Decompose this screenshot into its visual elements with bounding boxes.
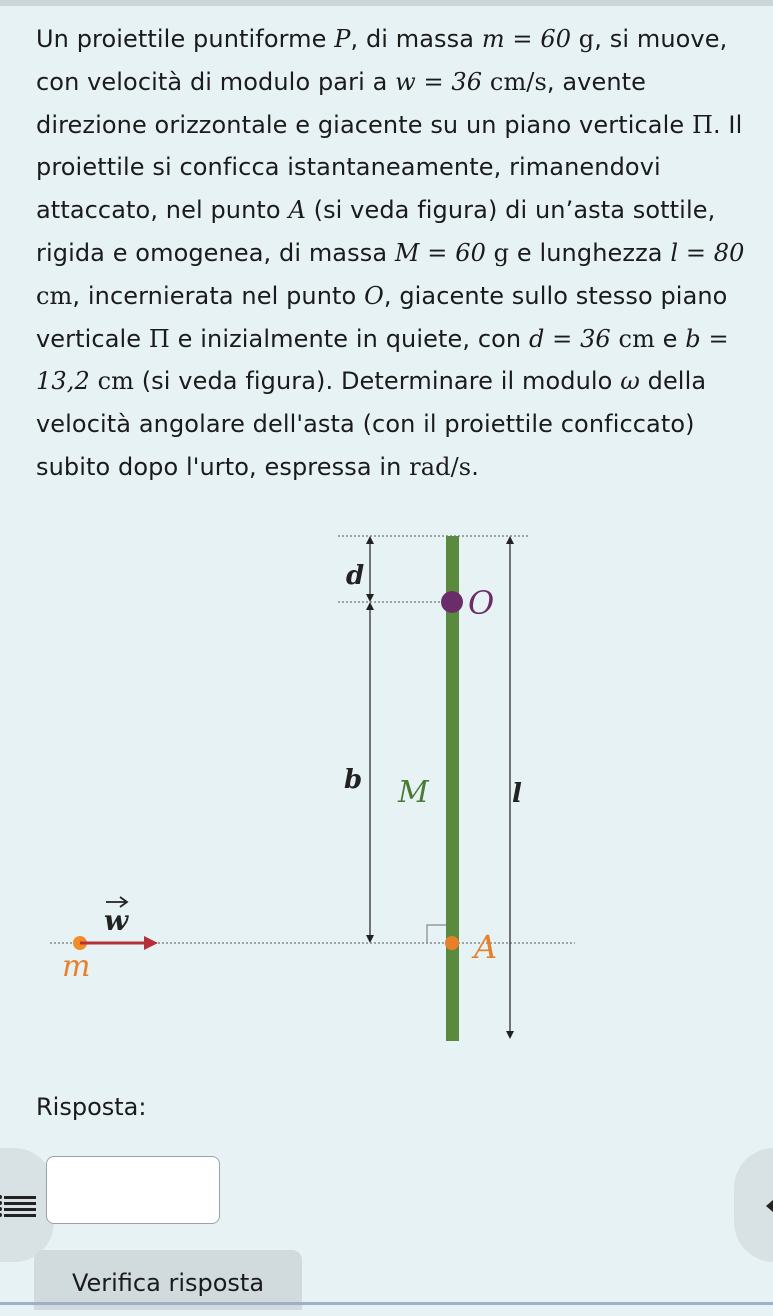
top-bar <box>0 0 773 6</box>
math-rad-s: rad/s <box>409 452 472 481</box>
math-M: M = 60 <box>394 238 486 267</box>
label-A: A <box>474 928 498 966</box>
dimension-b-arrow-bottom <box>366 935 374 943</box>
label-M: M <box>398 775 429 810</box>
label-l: l <box>512 779 522 809</box>
check-answer-button[interactable]: Verifica risposta <box>34 1250 302 1310</box>
math-b: b = 13,2 <box>36 324 729 396</box>
math-omega: ω <box>620 367 640 396</box>
dimension-l-arrow-bottom <box>506 1031 514 1039</box>
answer-label: Risposta: <box>36 1093 147 1121</box>
physics-figure <box>0 520 773 1050</box>
impact-point <box>445 936 459 950</box>
label-b: b <box>344 765 363 795</box>
list-icon <box>4 1196 36 1220</box>
question-text: Un proiettile puntiforme P, di massa m = 60 g, si muove, con velocità di modulo pari a w = 36 cm/s, avente direzione orizzontale e giacente su un piano verticale Π. Il proiettile si conficca istantaneamente, rimanendovi attaccato, nel punto A (si veda figura) di un’asta sottile, rigida e omogenea, di massa M = 60 g e lunghezza l = 80 cm, incernierata nel punto O, giacente sullo stesso piano verticale Π e inizialmente in quiete, con d = 36 cm e b = 13,2 cm (si veda figura). Determinare il modulo ω della velocità angolare dell'asta (con il proiettile conficcato) subito dopo l'urto, espressa in rad/s. <box>36 25 745 481</box>
label-m: m <box>62 949 91 984</box>
dimension-d-arrow-top <box>366 536 374 544</box>
chevron-left-icon <box>766 1200 773 1212</box>
math-w: w = 36 <box>395 67 483 96</box>
math-l: l = 80 <box>670 238 745 267</box>
math-A: A <box>288 196 306 225</box>
pivot-point <box>441 591 463 613</box>
dimension-b-arrow-top <box>366 602 374 610</box>
answer-input[interactable] <box>46 1156 220 1224</box>
math-pi-2: Π <box>148 324 170 353</box>
collapse-panel-button[interactable] <box>734 1148 773 1262</box>
math-P: P <box>334 25 351 53</box>
math-pi: Π <box>691 110 713 139</box>
right-angle-marker <box>427 925 446 943</box>
math-O: O <box>364 281 384 310</box>
math-m: m = 60 <box>481 25 572 53</box>
velocity-arrowhead <box>144 936 158 950</box>
label-w: w <box>104 904 129 937</box>
bottom-divider <box>0 1302 773 1305</box>
dimension-l-arrow-top <box>506 536 514 544</box>
dimension-d-arrow-bottom <box>366 594 374 602</box>
math-d: d = 36 <box>528 324 611 353</box>
label-O: O <box>468 584 495 622</box>
label-d: d <box>346 561 365 591</box>
